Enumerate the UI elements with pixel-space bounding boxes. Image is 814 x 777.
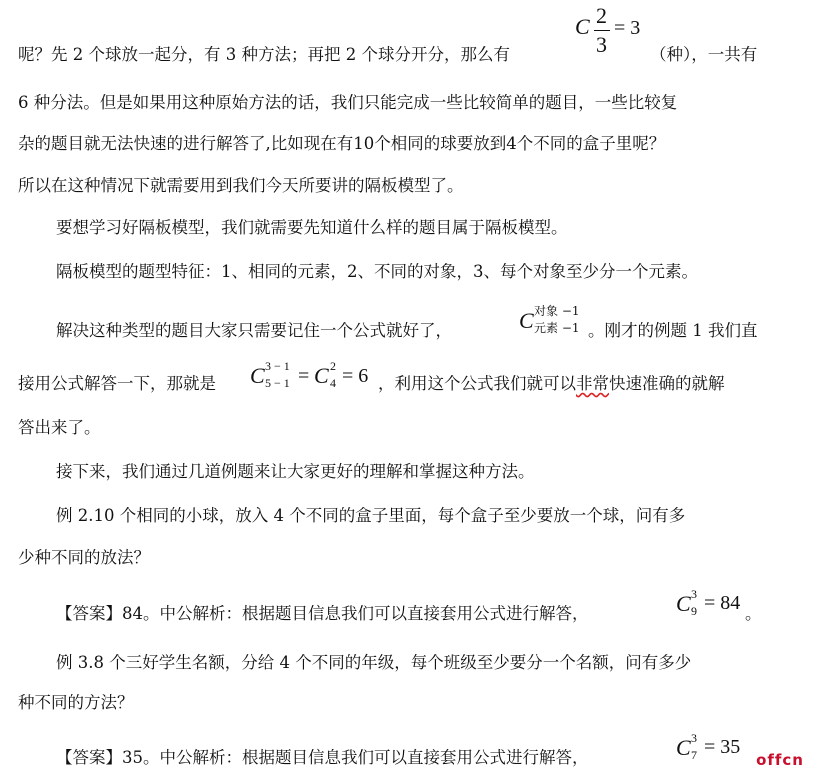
formula-result: = 3 xyxy=(614,17,641,39)
p4-line3: 答出来了。 xyxy=(18,418,101,437)
example2-line2: 少种不同的放法？ xyxy=(18,548,150,567)
worked-c2: C xyxy=(314,363,329,388)
example2-end: 。 xyxy=(745,604,762,623)
ex3-formula-result: = 35 xyxy=(704,736,741,758)
formula-numerator: 2 xyxy=(596,3,607,28)
worked-c1: C xyxy=(250,363,265,388)
example2-answer: 【答案】84。中公解析：根据题目信息我们可以直接套用公式进行解答， xyxy=(56,604,589,623)
paragraph-3: 隔板模型的题型特征：1、相同的元素，2、不同的对象，3、每个对象至少分一个元素。 xyxy=(56,262,698,281)
p4-before: 解决这种类型的题目大家只需要记住一个公式就好了， xyxy=(56,321,452,340)
ex2-formula-sub: 9 xyxy=(691,604,697,618)
ex3-formula-sub: 7 xyxy=(691,748,697,762)
example3-line2: 种不同的方法？ xyxy=(18,693,134,712)
worked-sup1: 3 − 1 xyxy=(265,359,290,373)
p4-line2-after xyxy=(378,373,725,395)
general-formula-sub: 元素 −1 xyxy=(534,321,580,335)
paragraph-2: 要想学习好隔板模型，我们就需要先知道什么样的题目属于隔板模型。 xyxy=(56,218,568,237)
example2-line1: 例 2.10 个相同的小球，放入 4 个不同的盒子里面，每个盒子至少要放一个球，问有多 xyxy=(56,506,686,525)
ex3-formula-c: C xyxy=(676,735,691,760)
p4-after: 。刚才的例题 1 我们直 xyxy=(588,321,758,340)
worked-sub2: 4 xyxy=(330,376,336,390)
formula-letter-c: C xyxy=(575,14,590,39)
line1-tail: （种），一共有 xyxy=(650,45,758,64)
worked-sup2: 2 xyxy=(330,359,336,373)
worked-eq: = xyxy=(298,365,310,387)
p4-after-b: 快速准确的就解 xyxy=(609,374,725,393)
p4-after-a: ，利用这个公式我们就可以 xyxy=(378,374,576,393)
ex2-formula-result: = 84 xyxy=(704,592,741,614)
general-formula-sup: 对象 −1 xyxy=(534,304,580,318)
text-line-4: 所以在这种情况下就需要用到我们今天所要讲的隔板模型了。 xyxy=(18,176,464,195)
offcn-watermark-logo: offcn xyxy=(756,751,804,769)
paragraph-5: 接下来，我们通过几道例题来让大家更好的理解和掌握这种方法。 xyxy=(56,462,535,481)
spellcheck-word: 非常 xyxy=(576,374,609,393)
ex3-formula-sup: 3 xyxy=(691,731,697,745)
text-line-1 xyxy=(18,44,510,66)
worked-result: = 6 xyxy=(342,365,369,387)
ex2-formula-c: C xyxy=(676,591,691,616)
text-line-3: 杂的题目就无法快速的进行解答了,比如现在有10个相同的球要放到4个不同的盒子里呢？ xyxy=(18,134,666,153)
line1-text: 呢？先 2 个球放一起分，有 3 种方法；再把 2 个球分开分，那么有 xyxy=(18,45,510,64)
formula-denominator: 3 xyxy=(596,32,607,57)
text-line-2: 6 种分法。但是如果用这种原始方法的话，我们只能完成一些比较简单的题目，一些比较复 xyxy=(18,93,678,112)
example3-answer: 【答案】35。中公解析：根据题目信息我们可以直接套用公式进行解答， xyxy=(56,748,589,767)
general-formula-c: C xyxy=(519,308,534,333)
p4-line2-before: 接用公式解答一下，那就是 xyxy=(18,374,216,393)
worked-sub1: 5 − 1 xyxy=(265,376,290,390)
example3-line1: 例 3.8 个三好学生名额，分给 4 个不同的年级，每个班级至少要分一个名额，问有多少 xyxy=(56,653,692,672)
ex2-formula-sup: 3 xyxy=(691,587,697,601)
